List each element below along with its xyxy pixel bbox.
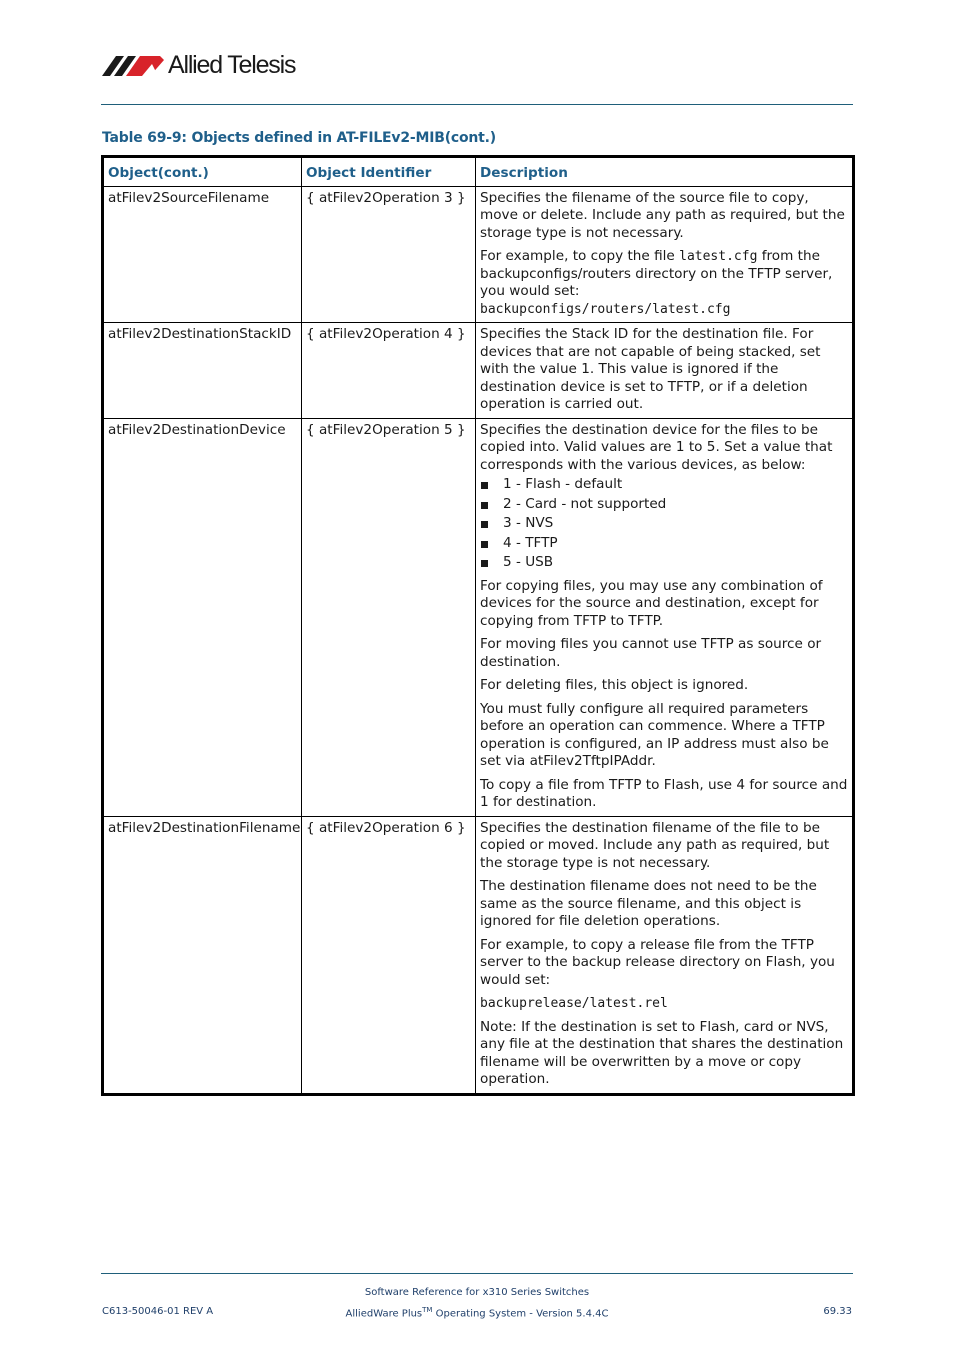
description-paragraph: For example, to copy a release file from the TFTP server to the backup release directory on Flash, you would set: [480, 936, 835, 988]
allied-telesis-logo-icon [102, 54, 164, 76]
object-name: atFilev2SourceFilename [103, 186, 302, 323]
description-paragraph: You must fully configure all required parameters before an operation can commence. Where a TFTP operation is configured, an IP address must also be set via atFilev2TftpIPAddr. [480, 700, 829, 769]
mib-objects-table [101, 155, 855, 1096]
table-row [103, 323, 854, 419]
list-item: 3 - NVS [480, 515, 848, 533]
description-paragraph: To copy a file from TFTP to Flash, use 4 for source and 1 for destination. [480, 776, 848, 810]
object-name: atFilev2DestinationFilename [103, 816, 302, 1094]
header-object-identifier: Object Identifier [302, 157, 476, 187]
description-paragraph: Specifies the destination device for the files to be copied into. Valid values are 1 to 5. Set a value that corresponds with the various devices, as below: [480, 421, 833, 473]
trademark-mark: TM [422, 1306, 433, 1314]
table-row [103, 186, 854, 323]
object-identifier: { atFilev2Operation 3 } [302, 186, 476, 323]
header-object: Object(cont.) [103, 157, 302, 187]
list-item: 1 - Flash - default [480, 476, 848, 494]
footer-subtitle [0, 1306, 954, 1319]
object-description [476, 816, 854, 1094]
footer-version: Operating System - Version 5.4.4C [432, 1308, 609, 1320]
description-paragraph: Specifies the Stack ID for the destination file. For devices that are not capable of being stacked, set with the value 1. This value is ignored if the destination device is set to TFTP, or if a deletion operation is carried out. [480, 326, 821, 412]
footer-product: AlliedWare Plus [345, 1308, 423, 1320]
allied-telesis-logo [102, 50, 295, 80]
code-text: backuprelease/latest.rel [480, 996, 668, 1011]
page-number: 69.33 [823, 1306, 852, 1317]
list-item: 2 - Card - not supported [480, 496, 848, 514]
object-identifier: { atFilev2Operation 5 } [302, 418, 476, 816]
document-id: C613-50046-01 REV A [102, 1306, 214, 1317]
object-description [476, 186, 854, 323]
object-name: atFilev2DestinationDevice [103, 418, 302, 816]
footer-rule [101, 1273, 853, 1274]
object-description [476, 418, 854, 816]
object-name: atFilev2DestinationStackID [103, 323, 302, 419]
object-identifier: { atFilev2Operation 6 } [302, 816, 476, 1094]
description-paragraph: Specifies the destination filename of the file to be copied or moved. Include any path as required, but the storage type is not necessary. [480, 819, 830, 871]
header-description: Description [476, 157, 854, 187]
description-paragraph: The destination filename does not need to be the same as the source filename, and this object is ignored for file deletion operations. [480, 878, 817, 929]
table-header-row [103, 157, 854, 187]
list-item: 4 - TFTP [480, 535, 848, 553]
description-paragraph: For moving files you cannot use TFTP as source or destination. [480, 636, 822, 670]
code-text: latest.cfg [679, 249, 758, 264]
description-text: from the backupconfigs/routers directory on the TFTP server, you would set: [480, 248, 833, 299]
description-paragraph [480, 248, 848, 318]
device-value-list [480, 476, 848, 572]
description-text: For example, to copy the file [480, 248, 680, 264]
description-paragraph: For deleting files, this object is ignored. [480, 677, 749, 693]
description-paragraph: Specifies the filename of the source file to copy, move or delete. Include any path as required, but the storage type is not necessary. [480, 189, 845, 241]
code-text: backupconfigs/routers/latest.cfg [480, 301, 731, 317]
table-row [103, 418, 854, 816]
object-identifier: { atFilev2Operation 4 } [302, 323, 476, 419]
table-row [103, 816, 854, 1094]
description-paragraph: Note: If the destination is set to Flash, card or NVS, any file at the destination that shares the destination filename will be overwritten by a move or copy operation. [480, 1018, 844, 1087]
object-description [476, 323, 854, 419]
header-rule [101, 104, 853, 105]
list-item: 5 - USB [480, 554, 848, 572]
logo-text: Allied Telesis [168, 51, 296, 79]
description-paragraph: For copying files, you may use any combination of devices for the source and destination, except for copying from TFTP to TFTP. [480, 577, 823, 629]
table-caption: Table 69-9: Objects defined in AT-FILEv2-MIB(cont.) [102, 130, 496, 146]
footer-title: Software Reference for x310 Series Switches [364, 1287, 590, 1298]
